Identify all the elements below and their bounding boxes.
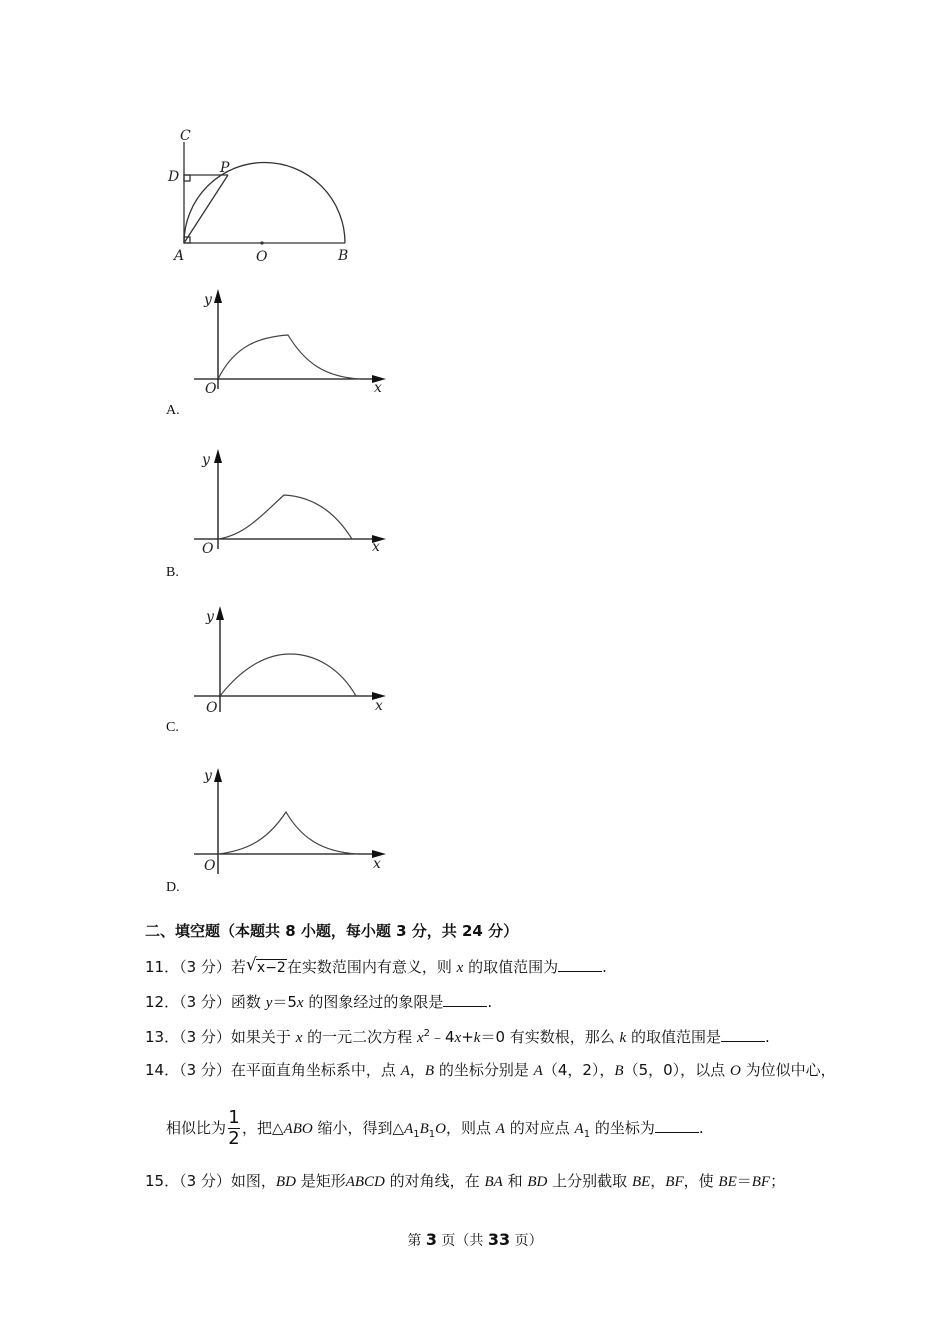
y-arrow-icon: [214, 768, 222, 782]
fraction-one-half: $\frac{1}{2}$: [228, 1107, 240, 1149]
question-15: 15．（3 分）如图，BD 是矩形ABCD 的对角线，在 BA 和 BD 上分别截取 BE，BF，使 BE＝BF；: [145, 1172, 786, 1190]
label-y: y: [206, 609, 214, 625]
label-p: P: [220, 160, 230, 176]
label-origin: O: [204, 858, 216, 874]
curve-b: [218, 495, 352, 539]
answer-blank[interactable]: [558, 959, 602, 972]
question-14: 14．（3 分）在平面直角坐标系中，点 A，B 的坐标分别是 A（4，2），B（5，0），以点 O 为位似中心，: [145, 1061, 836, 1079]
option-d-graph: [190, 764, 390, 874]
y-arrow-icon: [216, 606, 224, 620]
option-c-graph: [190, 602, 390, 716]
answer-blank[interactable]: [443, 994, 487, 1007]
point-o: [260, 241, 263, 244]
curve-d: [218, 812, 358, 854]
label-y: y: [204, 292, 212, 308]
label-d: D: [168, 169, 180, 185]
page-number: 3: [425, 1230, 437, 1249]
y-arrow-icon: [214, 449, 222, 463]
page-footer: 第 3 页（共 33 页）: [407, 1230, 543, 1249]
right-angle-d: [184, 175, 190, 181]
option-c-label[interactable]: C.: [166, 720, 179, 735]
label-a: A: [174, 248, 185, 264]
line-ap: [184, 175, 228, 243]
question-12: 12．（3 分）函数 y＝5x 的图象经过的象限是 .: [145, 993, 493, 1011]
answer-blank[interactable]: [655, 1120, 699, 1133]
label-origin: O: [205, 381, 217, 397]
label-y: y: [202, 452, 210, 468]
label-origin: O: [202, 541, 214, 557]
option-d-label[interactable]: D.: [166, 880, 180, 895]
curve-a: [218, 335, 360, 379]
question-13: 13．（3 分）如果关于 x 的一元二次方程 $x^2﹣4x+k=0$ 有实数根，那么 k 的取值范围是 .: [145, 1028, 770, 1046]
question-11: 11．（3 分）若 √ x−2在实数范围内有意义，则 x 的取值范围为 .: [145, 955, 607, 976]
option-b-label[interactable]: B.: [166, 565, 179, 580]
label-o: O: [256, 249, 268, 265]
label-c: C: [180, 128, 191, 144]
label-x: x: [374, 380, 382, 396]
answer-blank[interactable]: [721, 1029, 765, 1042]
question-14-line-2: 相似比为 $\frac{1}{2}$ ，把△ABO 缩小，得到$\triangle A_1B_1O$，则点 A 的对应点 $A_1$ 的坐标为 .: [166, 1107, 704, 1149]
curve-c: [220, 654, 356, 696]
sqrt-expression: √ x−2: [245, 955, 286, 976]
section-title: 二、填空题（本题共 8 小题，每小题 3 分，共 24 分）: [145, 922, 519, 940]
label-origin: O: [206, 700, 218, 716]
label-x: x: [375, 698, 383, 714]
label-x: x: [372, 539, 380, 555]
label-b: B: [338, 248, 349, 264]
option-a-label[interactable]: A.: [166, 403, 180, 418]
y-arrow-icon: [214, 289, 222, 303]
semicircle-figure: [160, 122, 360, 272]
option-b-graph: [190, 445, 390, 555]
option-a-graph: [190, 285, 390, 395]
label-x: x: [373, 856, 381, 872]
page-total: 33: [487, 1230, 511, 1249]
label-y: y: [204, 768, 212, 784]
